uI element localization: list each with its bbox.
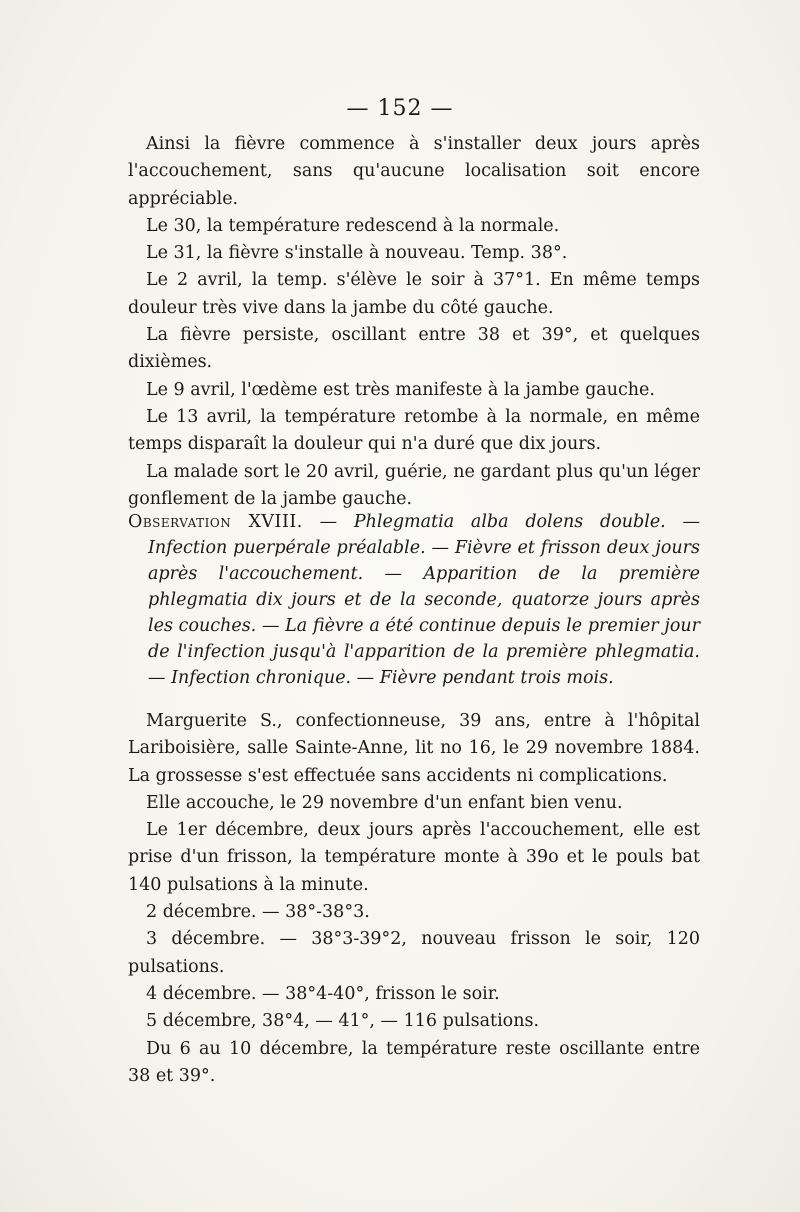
paragraph: Le 2 avril, la temp. s'élève le soir à 37°1. En même temps douleur très vive dans la jambe du côté gauche. — [128, 270, 700, 318]
paragraph: La fièvre persiste, oscillant entre 38 et 39°, et quelques dixièmes. — [128, 325, 700, 373]
paragraph: 5 décembre, 38°4, — 41°, — 116 pulsations. — [146, 1011, 540, 1032]
observation-title: — Phlegmatia alba dolens double. — Infection puerpérale préalable. — Fièvre et frisson deux jours après l'accouchement. — Apparition de la première phlegmatia dix jours et de la seconde, quatorze jours après les couches. — La fièvre a été continue depuis le premier jour de l'infection jusqu'à l'apparition de la première phlegmatia. — Infection chronique. — Fièvre pendant trois mois. — [148, 512, 700, 688]
paragraph: Le 31, la fièvre s'installe à nouveau. Temp. 38°. — [146, 243, 568, 264]
page-number: — 152 — — [346, 96, 454, 121]
paragraph: La malade sort le 20 avril, guérie, ne gardant plus qu'un léger gonflement de la jambe gauche. — [128, 461, 700, 509]
paragraph: Du 6 au 10 décembre, la température reste oscillante entre 38 et 39°. — [128, 1038, 700, 1086]
case-report — [128, 708, 700, 1090]
paragraph: Ainsi la fièvre commence à s'installer deux jours après l'accouchement, sans qu'aucune localisation soit encore appréciable. — [128, 134, 700, 209]
paragraph: Elle accouche, le 29 novembre d'un enfant bien venu. — [146, 792, 623, 813]
case-continuation — [128, 131, 700, 513]
paragraph: 2 décembre. — 38°-38°3. — [146, 902, 370, 923]
paragraph: Marguerite S., confectionneuse, 39 ans, entre à l'hôpital Lariboisière, salle Sainte-Anne, lit no 16, le 29 novembre 1884. La grossesse s'est effectuée sans accidents ni complications. — [128, 711, 700, 786]
paragraph: Le 1er décembre, deux jours après l'accouchement, elle est prise d'un frisson, la température monte à 39o et le pouls bat 140 pulsations à la minute. — [128, 820, 700, 895]
paragraph: 3 décembre. — 38°3-39°2, nouveau frisson le soir, 120 pulsations. — [128, 929, 700, 977]
paragraph: Le 13 avril, la température retombe à la normale, en même temps disparaît la douleur qui n'a duré que dix jours. — [128, 406, 700, 455]
paragraph: Le 9 avril, l'œdème est très manifeste à la jambe gauche. — [146, 379, 655, 400]
observation-heading — [128, 509, 700, 691]
paragraph: Le 30, la température redescend à la normale. — [146, 215, 560, 236]
observation-label: Observation XVIII. — [128, 512, 303, 532]
paragraph: 4 décembre. — 38°4-40°, frisson le soir. — [146, 983, 500, 1004]
